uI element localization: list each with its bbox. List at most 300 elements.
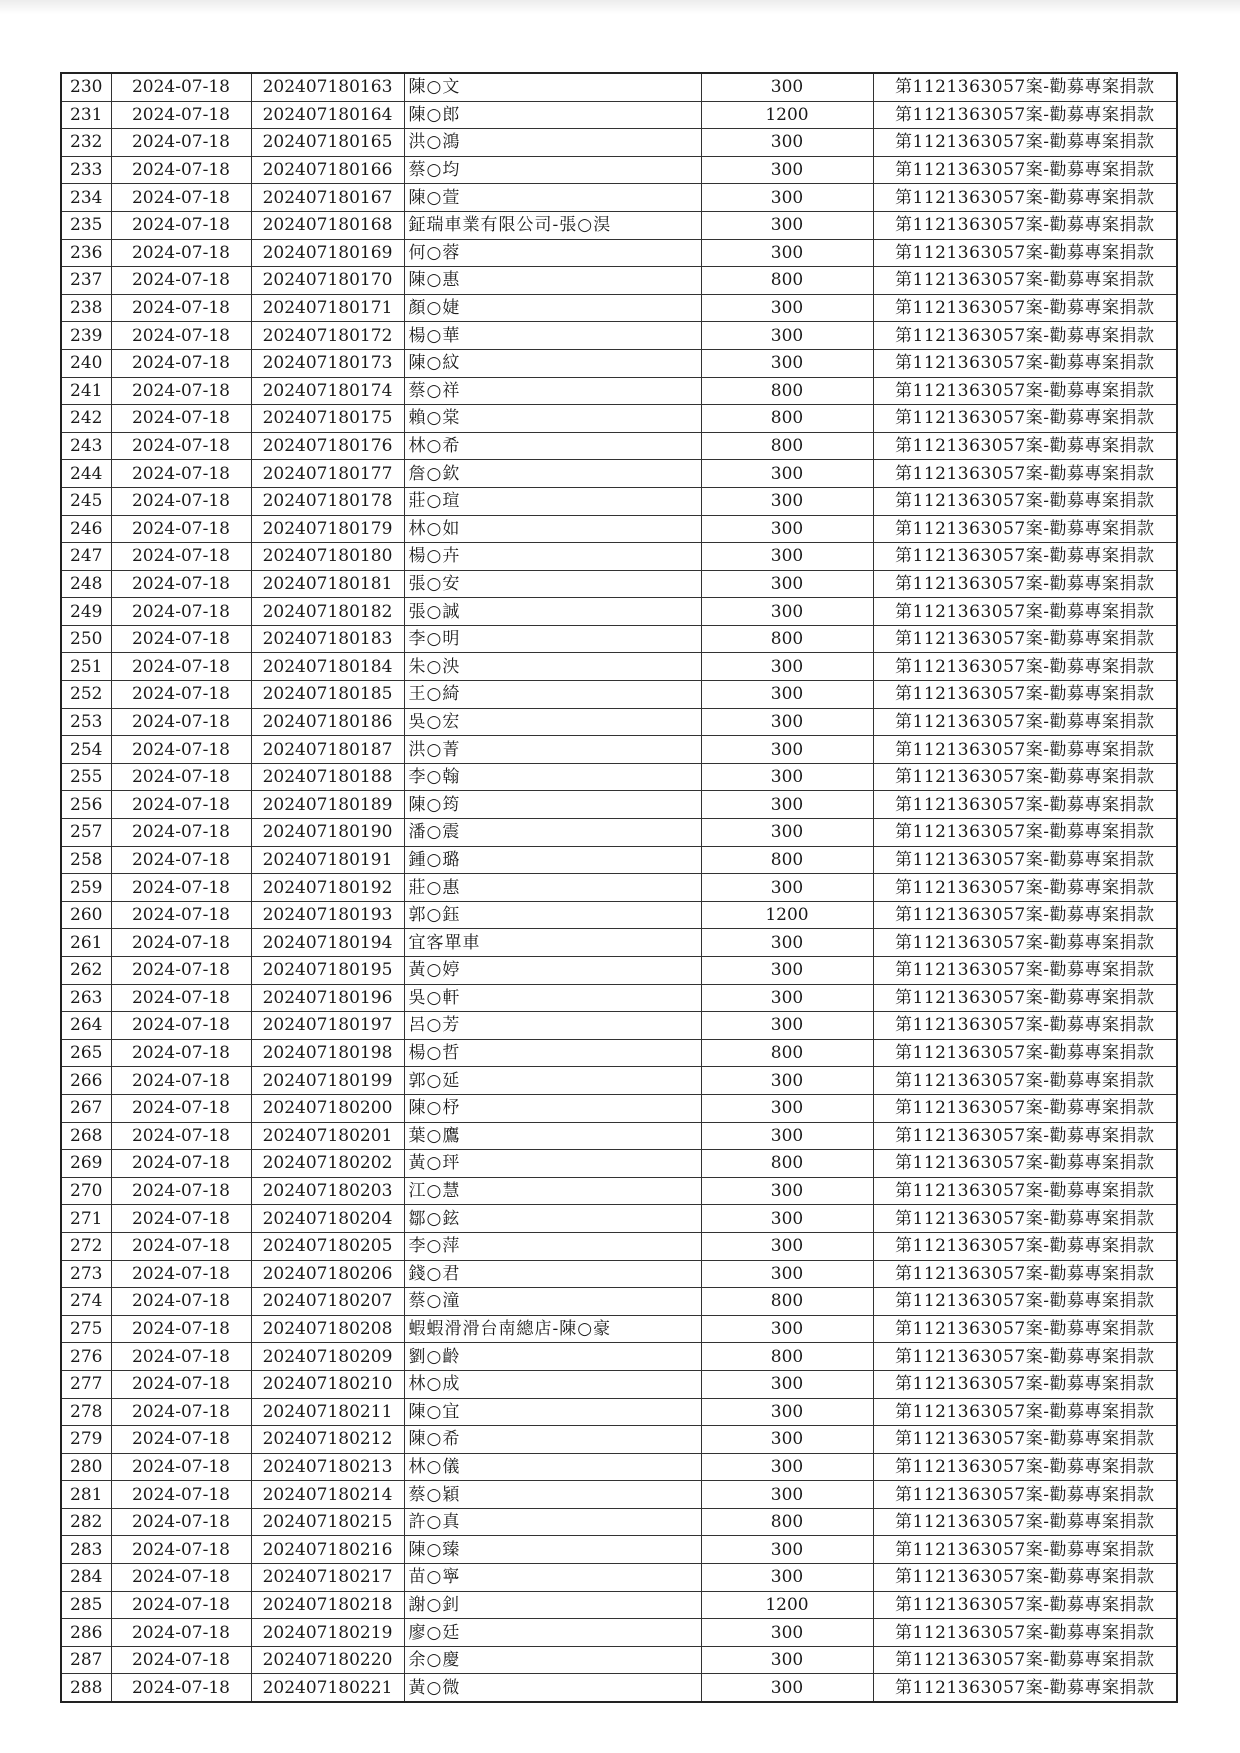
amount-cell: 300: [701, 763, 873, 791]
donor-name-cell: 詹○欽: [404, 460, 701, 488]
row-number-cell: 257: [61, 819, 111, 847]
receipt-number-cell: 202407180192: [251, 874, 404, 902]
donor-name-cell: 蔡○穎: [404, 1481, 701, 1509]
amount-cell: 300: [701, 957, 873, 985]
amount-cell: 800: [701, 405, 873, 433]
purpose-cell: 第1121363057案-勸募專案捐款: [873, 1426, 1177, 1454]
donor-name-cell: 陳○筠: [404, 791, 701, 819]
date-cell: 2024-07-18: [111, 819, 251, 847]
receipt-number-cell: 202407180196: [251, 984, 404, 1012]
donor-name-cell: 江○慧: [404, 1177, 701, 1205]
purpose-cell: 第1121363057案-勸募專案捐款: [873, 708, 1177, 736]
amount-cell: 300: [701, 1232, 873, 1260]
amount-cell: 800: [701, 1039, 873, 1067]
row-number-cell: 253: [61, 708, 111, 736]
table-row: [61, 1288, 1177, 1316]
receipt-number-cell: 202407180182: [251, 598, 404, 626]
purpose-cell: 第1121363057案-勸募專案捐款: [873, 1370, 1177, 1398]
donor-name-cell: 宜客單車: [404, 929, 701, 957]
row-number-cell: 274: [61, 1288, 111, 1316]
purpose-cell: 第1121363057案-勸募專案捐款: [873, 1122, 1177, 1150]
donor-name-cell: 許○真: [404, 1508, 701, 1536]
table-row: [61, 819, 1177, 847]
purpose-cell: 第1121363057案-勸募專案捐款: [873, 1674, 1177, 1702]
table-row: [61, 184, 1177, 212]
date-cell: 2024-07-18: [111, 156, 251, 184]
row-number-cell: 233: [61, 156, 111, 184]
receipt-number-cell: 202407180210: [251, 1370, 404, 1398]
row-number-cell: 256: [61, 791, 111, 819]
row-number-cell: 246: [61, 515, 111, 543]
receipt-number-cell: 202407180177: [251, 460, 404, 488]
date-cell: 2024-07-18: [111, 101, 251, 129]
table-row: [61, 763, 1177, 791]
table-row: [61, 1426, 1177, 1454]
row-number-cell: 277: [61, 1370, 111, 1398]
date-cell: 2024-07-18: [111, 1564, 251, 1592]
receipt-number-cell: 202407180193: [251, 901, 404, 929]
table-row: [61, 1122, 1177, 1150]
table-row: [61, 1094, 1177, 1122]
date-cell: 2024-07-18: [111, 543, 251, 571]
amount-cell: 800: [701, 1508, 873, 1536]
amount-cell: 300: [701, 129, 873, 157]
receipt-number-cell: 202407180216: [251, 1536, 404, 1564]
table-row: [61, 1370, 1177, 1398]
table-row: [61, 1674, 1177, 1702]
row-number-cell: 272: [61, 1232, 111, 1260]
receipt-number-cell: 202407180221: [251, 1674, 404, 1702]
purpose-cell: 第1121363057案-勸募專案捐款: [873, 515, 1177, 543]
row-number-cell: 275: [61, 1315, 111, 1343]
row-number-cell: 287: [61, 1646, 111, 1674]
row-number-cell: 234: [61, 184, 111, 212]
row-number-cell: 273: [61, 1260, 111, 1288]
donor-name-cell: 黃○婷: [404, 957, 701, 985]
amount-cell: 300: [701, 322, 873, 350]
row-number-cell: 243: [61, 432, 111, 460]
donor-name-cell: 林○希: [404, 432, 701, 460]
purpose-cell: 第1121363057案-勸募專案捐款: [873, 294, 1177, 322]
amount-cell: 800: [701, 1150, 873, 1178]
donor-name-cell: 林○儀: [404, 1453, 701, 1481]
purpose-cell: 第1121363057案-勸募專案捐款: [873, 349, 1177, 377]
table-row: [61, 405, 1177, 433]
purpose-cell: 第1121363057案-勸募專案捐款: [873, 1039, 1177, 1067]
amount-cell: 1200: [701, 1591, 873, 1619]
receipt-number-cell: 202407180203: [251, 1177, 404, 1205]
donor-name-cell: 陳○宜: [404, 1398, 701, 1426]
date-cell: 2024-07-18: [111, 1039, 251, 1067]
row-number-cell: 251: [61, 653, 111, 681]
purpose-cell: 第1121363057案-勸募專案捐款: [873, 1343, 1177, 1371]
donor-name-cell: 郭○鈺: [404, 901, 701, 929]
table-row: [61, 460, 1177, 488]
date-cell: 2024-07-18: [111, 625, 251, 653]
date-cell: 2024-07-18: [111, 1067, 251, 1095]
row-number-cell: 285: [61, 1591, 111, 1619]
amount-cell: 300: [701, 708, 873, 736]
date-cell: 2024-07-18: [111, 1619, 251, 1647]
receipt-number-cell: 202407180180: [251, 543, 404, 571]
row-number-cell: 249: [61, 598, 111, 626]
receipt-number-cell: 202407180220: [251, 1646, 404, 1674]
table-row: [61, 570, 1177, 598]
amount-cell: 300: [701, 211, 873, 239]
donor-name-cell: 王○綺: [404, 681, 701, 709]
date-cell: 2024-07-18: [111, 957, 251, 985]
receipt-number-cell: 202407180184: [251, 653, 404, 681]
row-number-cell: 264: [61, 1012, 111, 1040]
purpose-cell: 第1121363057案-勸募專案捐款: [873, 73, 1177, 101]
date-cell: 2024-07-18: [111, 1453, 251, 1481]
donor-name-cell: 顏○婕: [404, 294, 701, 322]
donor-name-cell: 張○安: [404, 570, 701, 598]
amount-cell: 300: [701, 1426, 873, 1454]
receipt-number-cell: 202407180170: [251, 267, 404, 295]
purpose-cell: 第1121363057案-勸募專案捐款: [873, 763, 1177, 791]
receipt-number-cell: 202407180200: [251, 1094, 404, 1122]
row-number-cell: 230: [61, 73, 111, 101]
row-number-cell: 231: [61, 101, 111, 129]
amount-cell: 300: [701, 1646, 873, 1674]
date-cell: 2024-07-18: [111, 432, 251, 460]
row-number-cell: 262: [61, 957, 111, 985]
donor-name-cell: 林○如: [404, 515, 701, 543]
receipt-number-cell: 202407180187: [251, 736, 404, 764]
date-cell: 2024-07-18: [111, 929, 251, 957]
purpose-cell: 第1121363057案-勸募專案捐款: [873, 1481, 1177, 1509]
table-row: [61, 1453, 1177, 1481]
purpose-cell: 第1121363057案-勸募專案捐款: [873, 405, 1177, 433]
purpose-cell: 第1121363057案-勸募專案捐款: [873, 570, 1177, 598]
purpose-cell: 第1121363057案-勸募專案捐款: [873, 874, 1177, 902]
table-row: [61, 211, 1177, 239]
donor-name-cell: 陳○惠: [404, 267, 701, 295]
receipt-number-cell: 202407180198: [251, 1039, 404, 1067]
row-number-cell: 276: [61, 1343, 111, 1371]
donor-name-cell: 余○慶: [404, 1646, 701, 1674]
date-cell: 2024-07-18: [111, 487, 251, 515]
date-cell: 2024-07-18: [111, 211, 251, 239]
table-row: [61, 1508, 1177, 1536]
donor-name-cell: 苗○寧: [404, 1564, 701, 1592]
amount-cell: 300: [701, 73, 873, 101]
row-number-cell: 282: [61, 1508, 111, 1536]
purpose-cell: 第1121363057案-勸募專案捐款: [873, 681, 1177, 709]
row-number-cell: 281: [61, 1481, 111, 1509]
receipt-number-cell: 202407180215: [251, 1508, 404, 1536]
receipt-number-cell: 202407180205: [251, 1232, 404, 1260]
row-number-cell: 242: [61, 405, 111, 433]
table-row: [61, 239, 1177, 267]
table-row: [61, 515, 1177, 543]
table-row: [61, 653, 1177, 681]
purpose-cell: 第1121363057案-勸募專案捐款: [873, 957, 1177, 985]
receipt-number-cell: 202407180213: [251, 1453, 404, 1481]
purpose-cell: 第1121363057案-勸募專案捐款: [873, 267, 1177, 295]
date-cell: 2024-07-18: [111, 1315, 251, 1343]
purpose-cell: 第1121363057案-勸募專案捐款: [873, 929, 1177, 957]
donor-name-cell: 莊○惠: [404, 874, 701, 902]
amount-cell: 300: [701, 543, 873, 571]
donor-name-cell: 陳○杼: [404, 1094, 701, 1122]
date-cell: 2024-07-18: [111, 184, 251, 212]
receipt-number-cell: 202407180171: [251, 294, 404, 322]
amount-cell: 300: [701, 239, 873, 267]
row-number-cell: 254: [61, 736, 111, 764]
date-cell: 2024-07-18: [111, 405, 251, 433]
receipt-number-cell: 202407180178: [251, 487, 404, 515]
donor-name-cell: 李○明: [404, 625, 701, 653]
date-cell: 2024-07-18: [111, 1646, 251, 1674]
amount-cell: 800: [701, 377, 873, 405]
date-cell: 2024-07-18: [111, 984, 251, 1012]
date-cell: 2024-07-18: [111, 901, 251, 929]
receipt-number-cell: 202407180208: [251, 1315, 404, 1343]
donor-name-cell: 陳○紋: [404, 349, 701, 377]
amount-cell: 300: [701, 1674, 873, 1702]
amount-cell: 300: [701, 1536, 873, 1564]
table-row: [61, 432, 1177, 460]
purpose-cell: 第1121363057案-勸募專案捐款: [873, 1094, 1177, 1122]
row-number-cell: 280: [61, 1453, 111, 1481]
receipt-number-cell: 202407180204: [251, 1205, 404, 1233]
amount-cell: 300: [701, 984, 873, 1012]
receipt-number-cell: 202407180163: [251, 73, 404, 101]
date-cell: 2024-07-18: [111, 515, 251, 543]
donation-ledger-page: [60, 72, 1178, 1703]
purpose-cell: 第1121363057案-勸募專案捐款: [873, 543, 1177, 571]
receipt-number-cell: 202407180168: [251, 211, 404, 239]
amount-cell: 800: [701, 1288, 873, 1316]
donor-name-cell: 賴○棠: [404, 405, 701, 433]
purpose-cell: 第1121363057案-勸募專案捐款: [873, 1619, 1177, 1647]
row-number-cell: 288: [61, 1674, 111, 1702]
purpose-cell: 第1121363057案-勸募專案捐款: [873, 625, 1177, 653]
table-row: [61, 1067, 1177, 1095]
amount-cell: 800: [701, 625, 873, 653]
donor-name-cell: 郭○延: [404, 1067, 701, 1095]
purpose-cell: 第1121363057案-勸募專案捐款: [873, 1453, 1177, 1481]
row-number-cell: 278: [61, 1398, 111, 1426]
row-number-cell: 245: [61, 487, 111, 515]
donor-name-cell: 林○成: [404, 1370, 701, 1398]
scan-top-edge: [0, 0, 1240, 14]
table-row: [61, 929, 1177, 957]
row-number-cell: 271: [61, 1205, 111, 1233]
donor-name-cell: 劉○齡: [404, 1343, 701, 1371]
amount-cell: 1200: [701, 101, 873, 129]
receipt-number-cell: 202407180167: [251, 184, 404, 212]
date-cell: 2024-07-18: [111, 239, 251, 267]
purpose-cell: 第1121363057案-勸募專案捐款: [873, 239, 1177, 267]
date-cell: 2024-07-18: [111, 1232, 251, 1260]
amount-cell: 300: [701, 1094, 873, 1122]
receipt-number-cell: 202407180190: [251, 819, 404, 847]
receipt-number-cell: 202407180179: [251, 515, 404, 543]
amount-cell: 800: [701, 846, 873, 874]
table-row: [61, 874, 1177, 902]
table-row: [61, 1591, 1177, 1619]
receipt-number-cell: 202407180188: [251, 763, 404, 791]
table-row: [61, 1232, 1177, 1260]
purpose-cell: 第1121363057案-勸募專案捐款: [873, 1232, 1177, 1260]
donor-name-cell: 陳○臻: [404, 1536, 701, 1564]
receipt-number-cell: 202407180172: [251, 322, 404, 350]
purpose-cell: 第1121363057案-勸募專案捐款: [873, 791, 1177, 819]
amount-cell: 1200: [701, 901, 873, 929]
amount-cell: 300: [701, 1177, 873, 1205]
amount-cell: 300: [701, 1481, 873, 1509]
amount-cell: 300: [701, 570, 873, 598]
table-row: [61, 1564, 1177, 1592]
date-cell: 2024-07-18: [111, 570, 251, 598]
date-cell: 2024-07-18: [111, 1012, 251, 1040]
receipt-number-cell: 202407180185: [251, 681, 404, 709]
receipt-number-cell: 202407180165: [251, 129, 404, 157]
table-row: [61, 1205, 1177, 1233]
purpose-cell: 第1121363057案-勸募專案捐款: [873, 1591, 1177, 1619]
purpose-cell: 第1121363057案-勸募專案捐款: [873, 846, 1177, 874]
date-cell: 2024-07-18: [111, 267, 251, 295]
table-row: [61, 129, 1177, 157]
receipt-number-cell: 202407180195: [251, 957, 404, 985]
amount-cell: 300: [701, 1012, 873, 1040]
amount-cell: 300: [701, 681, 873, 709]
table-row: [61, 543, 1177, 571]
amount-cell: 300: [701, 819, 873, 847]
donor-name-cell: 錢○君: [404, 1260, 701, 1288]
purpose-cell: 第1121363057案-勸募專案捐款: [873, 487, 1177, 515]
purpose-cell: 第1121363057案-勸募專案捐款: [873, 1508, 1177, 1536]
purpose-cell: 第1121363057案-勸募專案捐款: [873, 1564, 1177, 1592]
purpose-cell: 第1121363057案-勸募專案捐款: [873, 653, 1177, 681]
donor-name-cell: 楊○華: [404, 322, 701, 350]
row-number-cell: 279: [61, 1426, 111, 1454]
amount-cell: 300: [701, 929, 873, 957]
table-row: [61, 625, 1177, 653]
donor-name-cell: 洪○鴻: [404, 129, 701, 157]
table-row: [61, 322, 1177, 350]
donor-name-cell: 陳○文: [404, 73, 701, 101]
table-row: [61, 1260, 1177, 1288]
purpose-cell: 第1121363057案-勸募專案捐款: [873, 432, 1177, 460]
receipt-number-cell: 202407180169: [251, 239, 404, 267]
date-cell: 2024-07-18: [111, 846, 251, 874]
row-number-cell: 286: [61, 1619, 111, 1647]
amount-cell: 800: [701, 267, 873, 295]
purpose-cell: 第1121363057案-勸募專案捐款: [873, 598, 1177, 626]
amount-cell: 300: [701, 1067, 873, 1095]
row-number-cell: 241: [61, 377, 111, 405]
donor-name-cell: 呂○芳: [404, 1012, 701, 1040]
donor-name-cell: 吳○宏: [404, 708, 701, 736]
receipt-number-cell: 202407180174: [251, 377, 404, 405]
donor-name-cell: 李○翰: [404, 763, 701, 791]
row-number-cell: 240: [61, 349, 111, 377]
table-row: [61, 1315, 1177, 1343]
receipt-number-cell: 202407180197: [251, 1012, 404, 1040]
table-row: [61, 681, 1177, 709]
receipt-number-cell: 202407180217: [251, 1564, 404, 1592]
receipt-number-cell: 202407180212: [251, 1426, 404, 1454]
receipt-number-cell: 202407180164: [251, 101, 404, 129]
purpose-cell: 第1121363057案-勸募專案捐款: [873, 1260, 1177, 1288]
date-cell: 2024-07-18: [111, 598, 251, 626]
receipt-number-cell: 202407180181: [251, 570, 404, 598]
date-cell: 2024-07-18: [111, 460, 251, 488]
date-cell: 2024-07-18: [111, 1288, 251, 1316]
date-cell: 2024-07-18: [111, 1122, 251, 1150]
donor-name-cell: 朱○泱: [404, 653, 701, 681]
date-cell: 2024-07-18: [111, 1481, 251, 1509]
purpose-cell: 第1121363057案-勸募專案捐款: [873, 377, 1177, 405]
amount-cell: 300: [701, 653, 873, 681]
row-number-cell: 270: [61, 1177, 111, 1205]
table-row: [61, 1481, 1177, 1509]
donor-name-cell: 蝦蝦滑滑台南總店-陳○豪: [404, 1315, 701, 1343]
table-row: [61, 377, 1177, 405]
receipt-number-cell: 202407180199: [251, 1067, 404, 1095]
purpose-cell: 第1121363057案-勸募專案捐款: [873, 211, 1177, 239]
date-cell: 2024-07-18: [111, 1536, 251, 1564]
table-row: [61, 73, 1177, 101]
table-row: [61, 1536, 1177, 1564]
donor-name-cell: 謝○釗: [404, 1591, 701, 1619]
date-cell: 2024-07-18: [111, 1370, 251, 1398]
amount-cell: 300: [701, 1564, 873, 1592]
date-cell: 2024-07-18: [111, 129, 251, 157]
amount-cell: 800: [701, 432, 873, 460]
purpose-cell: 第1121363057案-勸募專案捐款: [873, 460, 1177, 488]
row-number-cell: 261: [61, 929, 111, 957]
table-row: [61, 267, 1177, 295]
row-number-cell: 258: [61, 846, 111, 874]
amount-cell: 300: [701, 1122, 873, 1150]
purpose-cell: 第1121363057案-勸募專案捐款: [873, 1398, 1177, 1426]
receipt-number-cell: 202407180219: [251, 1619, 404, 1647]
table-row: [61, 984, 1177, 1012]
date-cell: 2024-07-18: [111, 763, 251, 791]
date-cell: 2024-07-18: [111, 1094, 251, 1122]
date-cell: 2024-07-18: [111, 1398, 251, 1426]
amount-cell: 300: [701, 791, 873, 819]
date-cell: 2024-07-18: [111, 1205, 251, 1233]
receipt-number-cell: 202407180202: [251, 1150, 404, 1178]
date-cell: 2024-07-18: [111, 681, 251, 709]
donor-name-cell: 黃○微: [404, 1674, 701, 1702]
receipt-number-cell: 202407180183: [251, 625, 404, 653]
amount-cell: 300: [701, 874, 873, 902]
donor-name-cell: 葉○鷹: [404, 1122, 701, 1150]
table-row: [61, 1150, 1177, 1178]
purpose-cell: 第1121363057案-勸募專案捐款: [873, 101, 1177, 129]
date-cell: 2024-07-18: [111, 1674, 251, 1702]
receipt-number-cell: 202407180189: [251, 791, 404, 819]
purpose-cell: 第1121363057案-勸募專案捐款: [873, 1646, 1177, 1674]
amount-cell: 300: [701, 1619, 873, 1647]
donor-name-cell: 楊○哲: [404, 1039, 701, 1067]
donor-name-cell: 黃○玶: [404, 1150, 701, 1178]
amount-cell: 300: [701, 184, 873, 212]
row-number-cell: 235: [61, 211, 111, 239]
row-number-cell: 237: [61, 267, 111, 295]
donor-name-cell: 何○蓉: [404, 239, 701, 267]
purpose-cell: 第1121363057案-勸募專案捐款: [873, 901, 1177, 929]
row-number-cell: 263: [61, 984, 111, 1012]
row-number-cell: 259: [61, 874, 111, 902]
